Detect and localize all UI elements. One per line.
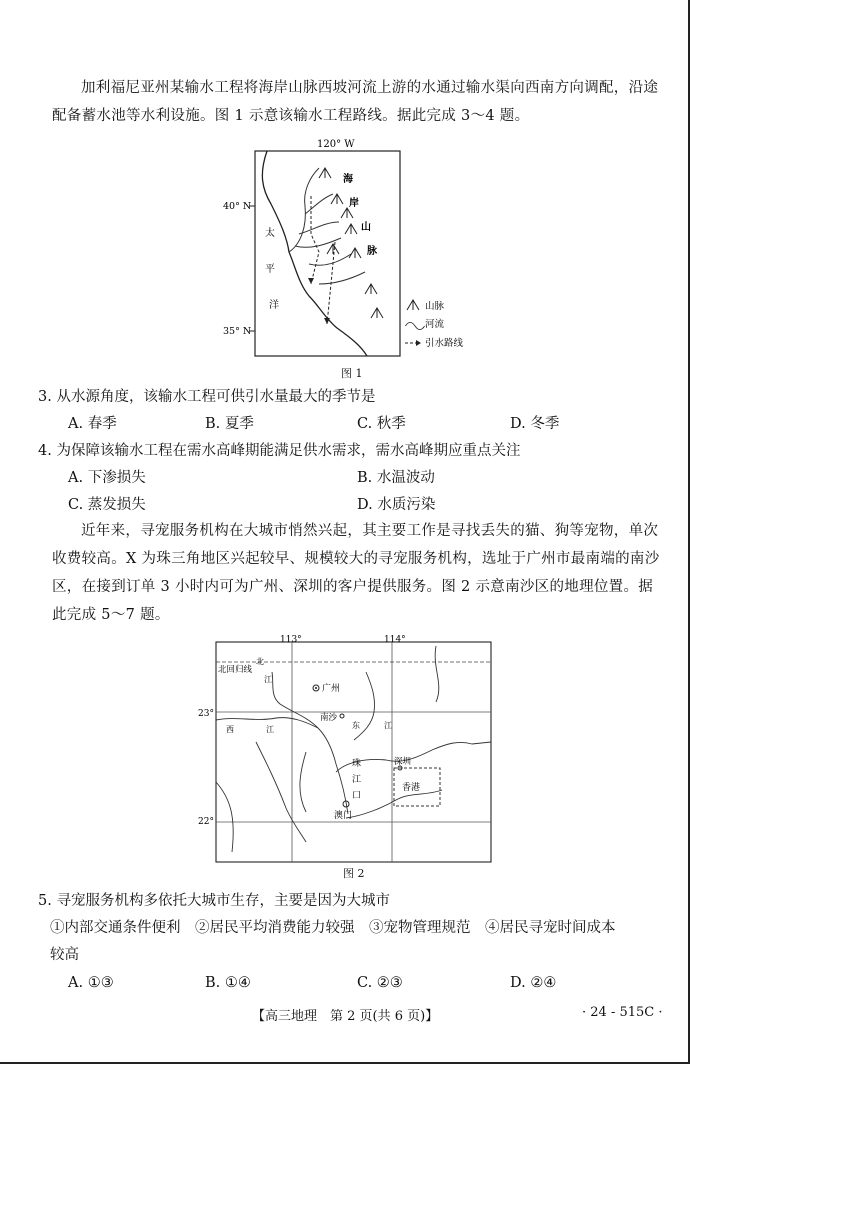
q5-items-line2: 较高: [50, 947, 79, 963]
footer-page-info: 【高三地理 第 2 页(共 6 页)】: [252, 1009, 439, 1024]
river-char-kou: 口: [352, 791, 362, 801]
guangzhou-label: 广州: [322, 684, 341, 694]
fig1-lat-35: 35° N: [223, 326, 252, 337]
fig2-lat-23: 23°: [198, 709, 214, 719]
legend-river-icon: [405, 322, 424, 329]
q3-option-b: B. 夏季: [205, 416, 254, 432]
fig2-lon-113: 113°: [280, 635, 302, 645]
q5-option-a: A. ①③: [68, 975, 114, 991]
q3-option-c: C. 秋季: [357, 416, 406, 432]
figure-2-caption: 图 2: [343, 867, 365, 880]
figure-1-map: [215, 134, 490, 370]
fig2-grid: [216, 642, 491, 862]
mountain-char-2: 岸: [349, 198, 359, 209]
q5-items-line1: ①内部交通条件便利 ②居民平均消费能力较强 ③宠物管理规范 ④居民寻宠时间成本: [50, 920, 616, 936]
fig1-lat-40: 40° N: [223, 201, 252, 212]
fig2-rivers: [216, 646, 439, 852]
footer-code: · 24 - 515C ·: [582, 1005, 663, 1020]
river-char-jiang3: 江: [384, 721, 392, 730]
figure-2-map: [196, 632, 496, 864]
macau-label: 澳门: [334, 811, 353, 821]
river-char-jiang1: 江: [264, 675, 272, 684]
q4-option-c: C. 蒸发损失: [68, 497, 146, 513]
q5-option-d: D. ②④: [510, 975, 557, 991]
ocean-char-1: 太: [265, 228, 275, 239]
mountain-char-3: 山: [361, 222, 371, 233]
fig2-lat-22: 22°: [198, 817, 214, 827]
tropic-label: 北回归线: [218, 665, 253, 675]
mountain-char-4: 脉: [367, 246, 377, 257]
river-char-jiang2: 江: [266, 725, 274, 734]
route-line-1: [311, 196, 319, 284]
river-char-dong: 东: [352, 721, 360, 730]
q3-stem: 3. 从水源角度，该输水工程可供引水量最大的季节是: [38, 389, 376, 405]
shenzhen-label: 深圳: [394, 757, 412, 767]
nansha-label: 南沙: [320, 713, 338, 723]
ocean-char-2: 平: [265, 264, 275, 275]
legend-river: 河流: [425, 319, 445, 330]
passage-2: 近年来，寻宠服务机构在大城市悄然兴起，其主要工作是寻找丢失的猫、狗等宠物，单次收费较高。X 为珠三角地区兴起较早、规模较大的寻宠服务机构，选址于广州市最南端的南沙区，在接到订单 3 小时内可为广州、深圳的客户提供服务。图 2 示意南沙区的地理位置。据此完成 5～7 题。: [52, 523, 660, 623]
q5-stem: 5. 寻宠服务机构多依托大城市生存，主要是因为大城市: [38, 893, 390, 909]
river-char-bei: 北: [256, 657, 264, 666]
river-char-xi: 西: [226, 725, 234, 734]
legend-route: 引水路线: [425, 338, 464, 349]
ocean-char-3: 洋: [269, 300, 279, 311]
q4-option-a: A. 下渗损失: [68, 470, 146, 486]
river-char-zhu: 珠: [352, 759, 362, 769]
fig2-lon-114: 114°: [384, 635, 406, 645]
hongkong-label: 香港: [402, 783, 421, 793]
legend-mountain-icon: [407, 300, 419, 310]
q4-option-b: B. 水温波动: [357, 470, 435, 486]
q5-option-c: C. ②③: [357, 975, 403, 991]
passage-1: 加利福尼亚州某输水工程将海岸山脉西坡河流上游的水通过输水渠向西南方向调配，沿途配备蓄水池等水利设施。图 1 示意该输水工程路线。据此完成 3～4 题。: [52, 80, 659, 124]
mountain-char-1: 海: [343, 174, 353, 185]
river-char-jiang4: 江: [352, 775, 362, 785]
figure-1-caption: 图 1: [341, 367, 363, 380]
q4-stem: 4. 为保障该输水工程在需水高峰期能满足供水需求，需水高峰期应重点关注: [38, 443, 521, 459]
q3-option-d: D. 冬季: [510, 416, 560, 432]
q5-option-b: B. ①④: [205, 975, 251, 991]
legend-mountain: 山脉: [425, 301, 445, 312]
route-arrow-1: [308, 278, 314, 284]
fig1-lon-label: 120° W: [317, 139, 355, 150]
q4-option-d: D. 水质污染: [357, 497, 436, 513]
q3-option-a: A. 春季: [68, 416, 117, 432]
